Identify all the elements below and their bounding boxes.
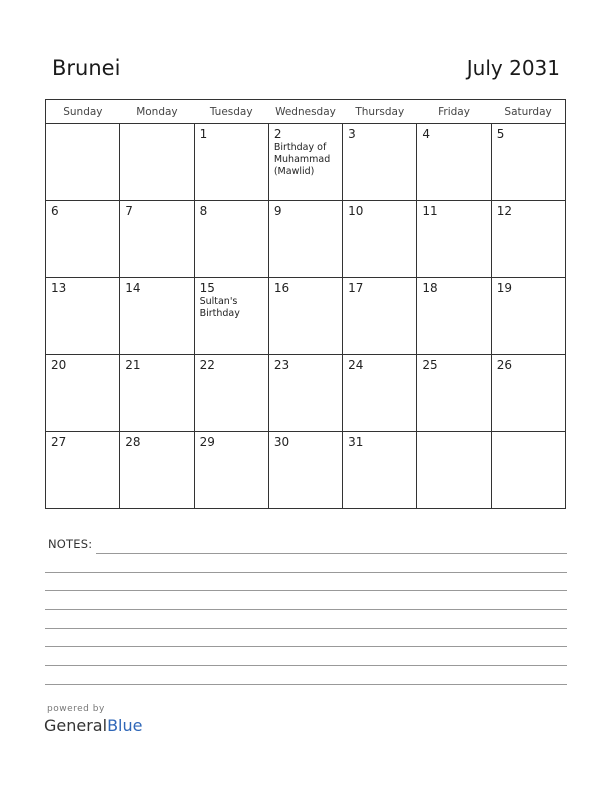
notes-line (45, 609, 567, 610)
week-row (46, 201, 566, 278)
notes-line (96, 553, 567, 554)
brand-general-text: General (44, 716, 108, 735)
day-cell (120, 201, 194, 278)
day-cell (417, 432, 491, 509)
weekday-friday: Friday (417, 100, 491, 124)
day-number: 3 (348, 127, 356, 141)
day-number: 7 (125, 204, 133, 218)
day-cell (194, 124, 268, 201)
day-cell (120, 432, 194, 509)
day-cell (417, 355, 491, 432)
day-cell (417, 278, 491, 355)
day-cell (46, 278, 120, 355)
day-number: 14 (125, 281, 141, 295)
day-number: 1 (199, 127, 208, 141)
day-number: 18 (422, 281, 438, 295)
generalblue-logo[interactable] (44, 716, 142, 735)
day-number: 24 (348, 358, 364, 372)
day-number: 12 (496, 204, 512, 218)
day-number: 19 (496, 281, 512, 295)
day-number: 9 (273, 204, 282, 218)
day-cell (417, 124, 491, 201)
day-cell (268, 124, 342, 201)
day-number: 8 (199, 204, 208, 218)
day-number: 11 (422, 204, 438, 218)
notes-label: NOTES: (48, 537, 93, 551)
day-number: 22 (199, 358, 215, 372)
day-cell (46, 432, 120, 509)
week-row (46, 355, 566, 432)
day-number: 30 (273, 435, 290, 449)
day-cell (268, 201, 342, 278)
notes-line (45, 646, 567, 647)
day-number: 2 (273, 127, 282, 141)
day-cell (268, 432, 342, 509)
day-cell (46, 124, 120, 201)
day-cell (120, 124, 194, 201)
powered-by-text: powered by (47, 704, 105, 714)
day-number: 6 (51, 204, 59, 218)
day-cell (194, 355, 268, 432)
day-number: 27 (51, 435, 67, 449)
notes-line (45, 628, 567, 629)
day-cell (343, 432, 417, 509)
weekday-tuesday: Tuesday (194, 100, 268, 124)
weekday-sunday: Sunday (46, 100, 120, 124)
day-cell (343, 124, 417, 201)
notes-line (45, 684, 567, 685)
day-cell (491, 278, 565, 355)
day-number: 25 (422, 358, 438, 372)
day-cell (268, 355, 342, 432)
calendar-month-title: July 2031 (466, 56, 560, 80)
day-cell (491, 201, 565, 278)
day-cell (194, 201, 268, 278)
notes-line (45, 665, 567, 666)
day-number: 13 (51, 281, 67, 295)
day-cell (194, 432, 268, 509)
day-number: 4 (422, 127, 431, 141)
weekday-header-row (46, 100, 566, 124)
weekday-monday: Monday (120, 100, 194, 124)
day-cell (120, 355, 194, 432)
calendar-grid (45, 99, 566, 509)
day-number: 5 (496, 127, 505, 141)
day-number: 26 (496, 358, 512, 372)
day-cell (343, 355, 417, 432)
day-number: 20 (51, 358, 67, 372)
holiday-label: Sultan's Birthday (199, 296, 240, 319)
holiday-label: Birthday of Muhammad (Mawlid) (273, 142, 331, 177)
day-number: 15 (199, 281, 215, 295)
day-number: 17 (348, 281, 364, 295)
week-row (46, 278, 566, 355)
notes-line (45, 572, 567, 573)
week-row (46, 124, 566, 201)
brand-blue-text: Blue (107, 716, 143, 735)
notes-line (45, 590, 567, 591)
day-cell (491, 355, 565, 432)
day-cell (120, 278, 194, 355)
weekday-saturday: Saturday (491, 100, 565, 124)
day-cell (491, 432, 565, 509)
day-number: 23 (273, 358, 290, 372)
day-cell (343, 278, 417, 355)
day-number: 21 (125, 358, 141, 372)
weekday-wednesday: Wednesday (268, 100, 342, 124)
day-number: 10 (348, 204, 364, 218)
day-cell (46, 201, 120, 278)
week-row (46, 432, 566, 509)
day-cell (268, 278, 342, 355)
day-cell (194, 278, 268, 355)
day-number: 31 (348, 435, 364, 449)
day-cell (343, 201, 417, 278)
day-number: 29 (199, 435, 215, 449)
day-cell (491, 124, 565, 201)
weekday-thursday: Thursday (343, 100, 417, 124)
day-number: 16 (273, 281, 290, 295)
day-number: 28 (125, 435, 141, 449)
day-cell (417, 201, 491, 278)
day-cell (46, 355, 120, 432)
calendar-country-title: Brunei (52, 56, 121, 80)
